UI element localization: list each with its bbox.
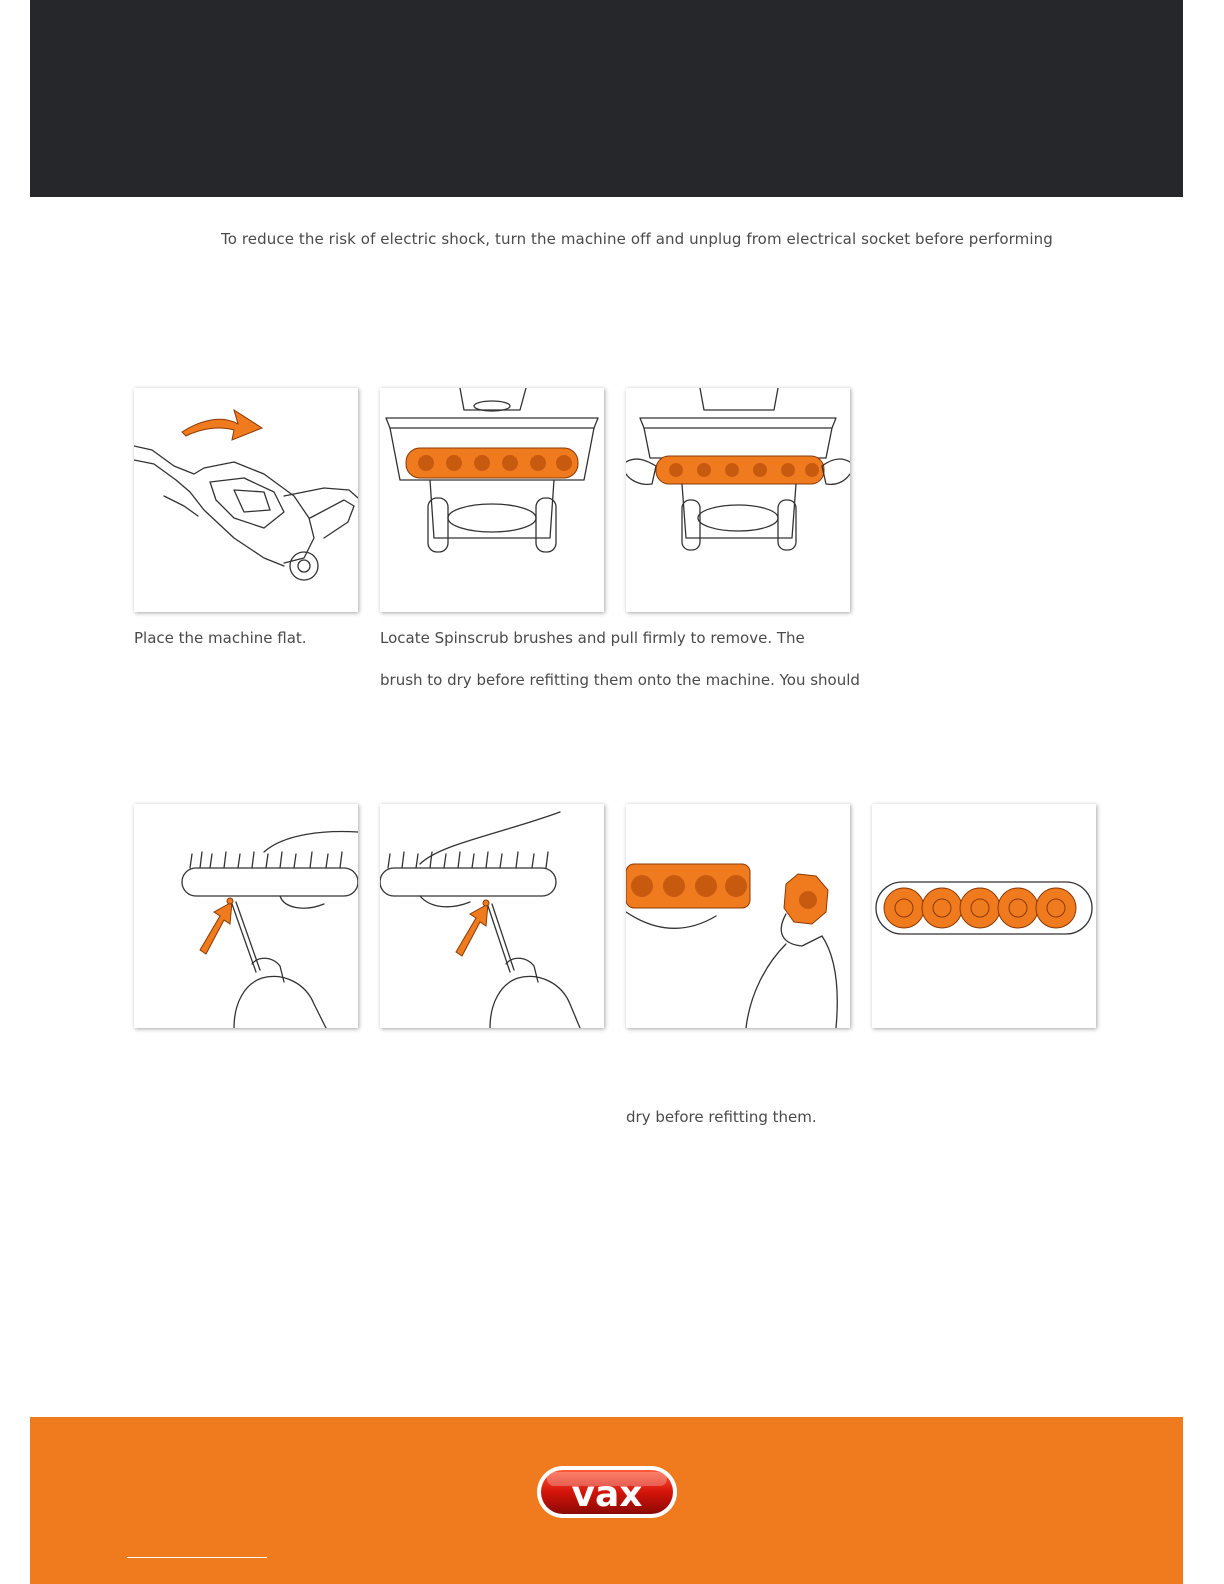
- screwdriver-right-illustration: [380, 804, 604, 1028]
- step-caption-dry-before-refit: dry before refitting them.: [626, 1108, 817, 1126]
- step-caption-locate-brushes: Locate Spinscrub brushes and pull firmly to remove. The: [380, 629, 805, 647]
- pull-brushes-illustration: [626, 388, 850, 612]
- machine-recline-illustration: [134, 388, 358, 612]
- electric-shock-warning: To reduce the risk of electric shock, turn the machine off and unplug from electrical socket before performing: [221, 230, 1053, 248]
- brush-bar-top-view-illustration: [872, 804, 1096, 1028]
- vax-logo-text: vax: [571, 1474, 643, 1515]
- step-caption-place-flat: Place the machine flat.: [134, 629, 307, 647]
- remove-brush-heads-illustration: [626, 804, 850, 1028]
- footer-rule: [127, 1557, 267, 1558]
- step-caption-brush-dry: brush to dry before refitting them onto the machine. You should: [380, 671, 860, 689]
- header-band: [30, 0, 1183, 197]
- vax-logo: [535, 1464, 679, 1520]
- spinscrub-brushes-underside-illustration: [380, 388, 604, 612]
- screwdriver-left-illustration: [134, 804, 358, 1028]
